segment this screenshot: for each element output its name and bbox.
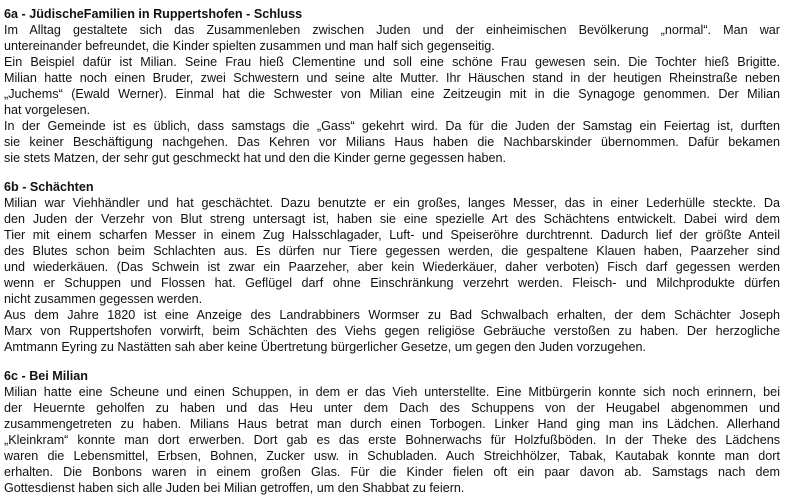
text-line: „Kleinkram“ konnte man dort erwerben. Dort gab es das erste Bohnerwachs für Holzfußböden. In der Theke des Lädchens <box>4 433 780 447</box>
text-line: sie keiner Beschäftigung nachgehen. Das Kehren vor Milians Haus haben die Nachbarskinder übernommen. Dafür bekamen <box>4 135 780 149</box>
section-spacer <box>4 166 780 179</box>
section-heading: 6a - JüdischeFamilien in Ruppertshofen - Schluss <box>4 7 303 21</box>
text-line: Ein Beispiel dafür ist Milian. Seine Frau hieß Clementine und soll eine schöne Frau gewesen sein. Die Tochter hieß Brigitte. <box>4 55 780 69</box>
section-heading: 6c - Bei Milian <box>4 369 88 383</box>
text-line: erhalten. Die Bonbons waren in einem großen Glas. Für die Kinder fielen oft ein paar davon ab. Samstags nach dem <box>4 465 780 479</box>
text-line: des Blutes schon beim Schlachten aus. Es dürfen nur Tiere gegessen werden, die gespaltene Klauen haben, Paarzeher sind <box>4 244 780 258</box>
text-line: Milian war Viehhändler und hat geschächtet. Dazu benutzte er ein großes, langes Messer, das in einer Lederhülle steckte. Da <box>4 196 780 210</box>
text-line: Gottesdienst haben sich alle Juden bei Milian getroffen, um den Shabbat zu feiern. <box>4 481 465 495</box>
text-line: und wiederkäuen. (Das Schwein ist zwar ein Paarzeher, aber kein Wiederkäuer, daher verboten) Fisch darf gegessen werden <box>4 260 780 274</box>
text-line: waren die Lebensmittel, Erbsen, Bohnen, Zucker usw. in Schubladen. Auch Streichhölzer, Tabak, Kautabak konnte man dort <box>4 449 780 463</box>
section-spacer <box>4 355 780 368</box>
section-6c <box>4 368 780 496</box>
text-line: nicht zusammen gegessen werden. <box>4 292 203 306</box>
document-page <box>4 6 780 496</box>
text-line: Marx von Ruppertshofen vorwirft, beim Schächten des Viehs gegen religiöse Gebräuche verstoßen zu haben. Der herzogliche <box>4 324 780 338</box>
text-line: den Juden der Verzehr von Blut streng untersagt ist, haben sie eine spezielle Art des Schächtens entwickelt. Dabei wird dem <box>4 212 780 226</box>
text-line: Tier mit einem scharfen Messer in einem Zug Halsschlagader, Luft- und Speiseröhre durchtrennt. Dadurch lief der größte Anteil <box>4 228 780 242</box>
text-line: Im Alltag gestaltete sich das Zusammenleben zwischen Juden und der einheimischen Bevölkerung „normal“. Man war <box>4 23 780 37</box>
text-line: Milian hatte noch einen Bruder, zwei Schwestern und seine alte Mutter. Ihr Häuschen stand in der heutigen Rheinstraße neben <box>4 71 780 85</box>
text-line: zusammengetreten zu haben. Milians Haus betrat man durch einen Torbogen. Linker Hand ging man ins Lädchen. Allerhand <box>4 417 780 431</box>
text-line: der Heuernte geholfen zu haben und das Heu unter dem Dach des Schuppens von der Heugabel abgenommen und <box>4 401 780 415</box>
section-6b <box>4 179 780 355</box>
text-line: Amtmann Eyring zu Nastätten sah aber keine Übertretung bürgerlicher Gesetze, um gegen den Juden vorzugehen. <box>4 340 646 354</box>
text-line: hat vorgelesen. <box>4 103 91 117</box>
text-line: sie stets Matzen, der sehr gut geschmeckt hat und den die Kinder gerne gegessen haben. <box>4 151 506 165</box>
text-line: untereinander befreundet, die Kinder spielten zusammen und man half sich gegenseitig. <box>4 39 495 53</box>
section-heading: 6b - Schächten <box>4 180 94 194</box>
text-line: In der Gemeinde ist es üblich, dass samstags die „Gass“ gekehrt wird. Da für die Juden der Samstag ein Feiertag ist, durften <box>4 119 780 133</box>
text-line: wenn er Schuppen und Flossen hat. Geflügel darf ohne Einschränkung verzehrt werden. Fleisch- und Milchprodukte dürfen <box>4 276 780 290</box>
text-line: Aus dem Jahre 1820 ist eine Anzeige des Landrabbiners Wormser zu Bad Schwalbach erhalten, der dem Schächter Joseph <box>4 308 780 322</box>
text-line: „Juchems“ (Ewald Werner). Einmal hat die Schwester von Milian eine Zeitzeugin mit in die Synagoge genommen. Der Milian <box>4 87 780 101</box>
section-6a <box>4 6 780 166</box>
text-line: Milian hatte eine Scheune und einen Schuppen, in dem er das Vieh unterstellte. Eine Mitbürgerin konnte sich noch erinnern, bei <box>4 385 780 399</box>
